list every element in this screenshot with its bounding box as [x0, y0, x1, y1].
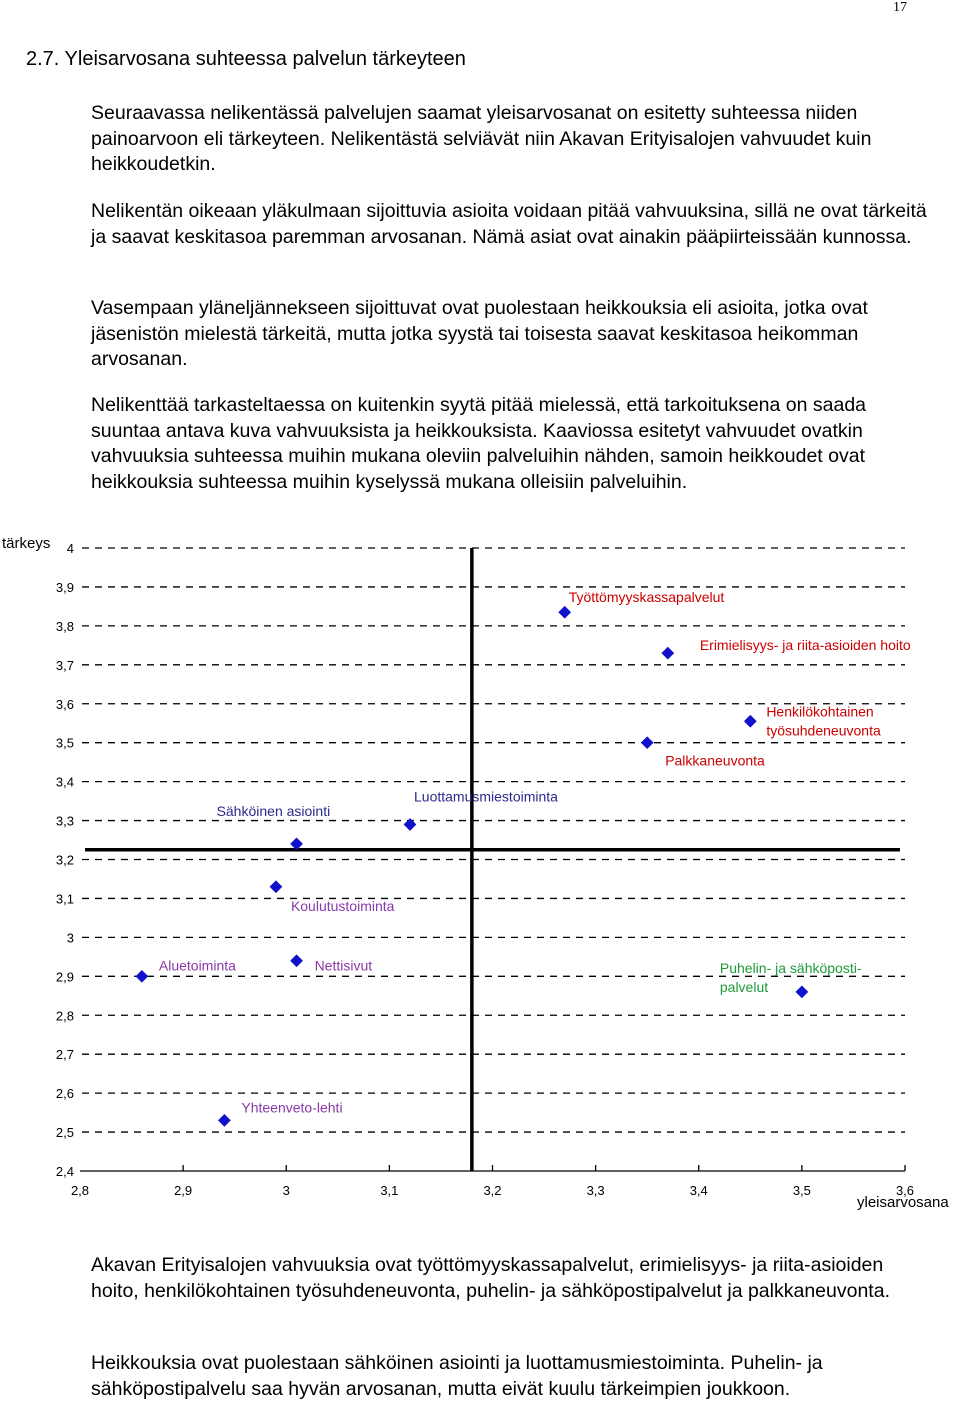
x-tick-label: 3: [282, 1183, 290, 1198]
y-tick-label: 2,5: [55, 1125, 74, 1141]
y-tick-label: 3,3: [55, 813, 74, 829]
data-point-marker: [641, 736, 654, 749]
y-axis-label: tärkeys: [2, 535, 51, 552]
strengths-summary-paragraph: Akavan Erityisalojen vahvuuksia ovat työttömyyskassapalvelut, erimielisyys- ja riita-asioiden hoito, henkilökohtainen työsuhdeneuvonta, puhelin- ja sähköpostipalvelut ja palkkaneuvonta.: [91, 1254, 890, 1302]
y-tick-label: 3,6: [55, 696, 74, 712]
y-tick-label: 2,7: [55, 1047, 74, 1063]
y-tick-label: 3,4: [55, 774, 74, 790]
data-point-label: Nettisivut: [314, 957, 373, 974]
quadrant-scatter-chart: [0, 528, 960, 1218]
data-point-marker: [136, 970, 149, 983]
y-tick-label: 4: [66, 541, 74, 556]
page-number: 17: [893, 0, 907, 15]
data-point-marker: [270, 880, 283, 893]
y-tick-label: 2,8: [55, 1008, 74, 1024]
weaknesses-summary-paragraph: Heikkouksia ovat puolestaan sähköinen asiointi ja luottamusmiestoiminta. Puhelin- ja sähköpostipalvelu saa hyvän arvosanan, mutta eivät kuulu tärkeimpien joukkoon.: [91, 1352, 823, 1400]
data-point-label: Sähköinen asiointi: [216, 802, 331, 819]
x-tick-label: 3,6: [895, 1183, 915, 1198]
data-point-marker: [744, 715, 757, 728]
y-tick-label: 3,2: [55, 852, 74, 868]
y-tick-label: 2,6: [55, 1086, 74, 1102]
data-point-label: Palkkaneuvonta: [665, 752, 765, 769]
data-point-label: Luottamusmiestoiminta: [414, 788, 558, 805]
y-tick-label: 2,4: [55, 1164, 74, 1179]
y-tick-label: 3,9: [55, 579, 74, 595]
y-tick-label: 3,1: [55, 891, 74, 907]
data-point-label: Koulutustoiminta: [290, 897, 395, 914]
y-tick-label: 3,5: [55, 735, 74, 751]
x-tick-label: 3,5: [792, 1183, 811, 1198]
section-heading: 2.7. Yleisarvosana suhteessa palvelun tärkeyteen: [26, 48, 466, 70]
caveat-paragraph: Nelikenttää tarkasteltaessa on kuitenkin syytä pitää mielessä, että tarkoituksena on saada suuntaa antava kuva vahvuuksista ja heikkouksista. Kaaviossa esitetyt vahvuudet ovatkin vahvuuksia suhteessa muihin mukana oleviin palveluihin nähden, samoin heikkoudet ovat heikkouksia suhteessa muihin kyselyssä mukana olleisiin palveluihin.: [91, 394, 867, 493]
x-axis-label: yleisarvosana: [857, 1194, 949, 1211]
data-point-marker: [404, 818, 417, 831]
x-tick-labels: [71, 1165, 914, 1198]
x-tick-label: 2,8: [70, 1183, 90, 1198]
x-tick-label: 3,4: [689, 1183, 708, 1198]
weaknesses-explanation-paragraph: Vasempaan yläneljännekseen sijoittuvat ovat puolestaan heikkouksia eli asioita, jotka ovat jäsenistön mielestä tärkeitä, mutta jotka syystä tai toisesta saavat keskitasoa heikomman arvosanan.: [91, 297, 868, 370]
gridlines: [82, 548, 905, 1132]
intro-paragraph: Seuraavassa nelikentässä palvelujen saamat yleisarvosanat on esitetty suhteessa niiden painoarvoon eli tärkeyteen. Nelikentästä selviävät niin Akavan Erityisalojen vahvuudet kuin heikkoudetkin.: [91, 102, 872, 175]
data-point-marker: [218, 1114, 231, 1127]
data-point-marker: [661, 647, 674, 660]
data-point-label: Erimielisyys- ja riita-asioiden hoito: [699, 637, 911, 654]
x-tick-label: 3,1: [380, 1183, 399, 1198]
data-point-marker: [796, 986, 809, 999]
y-tick-label: 3,7: [55, 657, 74, 673]
data-point-marker: [290, 954, 303, 967]
data-point-label: Henkilökohtainen työsuhdeneuvonta: [766, 703, 881, 739]
x-tick-label: 3,2: [483, 1183, 502, 1198]
y-tick-label: 2,9: [55, 969, 74, 985]
data-point-marker: [558, 606, 571, 619]
data-point-label: Puhelin- ja sähköposti-palvelut: [719, 959, 862, 995]
data-point-label: Aluetoiminta: [158, 957, 236, 974]
y-tick-labels: [56, 541, 74, 1179]
data-points: [136, 589, 911, 1126]
y-tick-label: 3: [66, 930, 74, 946]
x-tick-label: 3,3: [586, 1183, 605, 1198]
data-point-label: Työttömyyskassapalvelut: [568, 589, 725, 606]
x-tick-label: 2,9: [174, 1183, 193, 1198]
data-point-label: Yhteenveto-lehti: [241, 1099, 343, 1116]
strengths-explanation-paragraph: Nelikentän oikeaan yläkulmaan sijoittuvia asioita voidaan pitää vahvuuksina, sillä ne ovat tärkeitä ja saavat keskitasoa paremman arvosanan. Nämä asiat ovat ainakin pääpiirteissään kunnossa.: [91, 200, 927, 248]
y-tick-label: 3,8: [55, 618, 74, 634]
